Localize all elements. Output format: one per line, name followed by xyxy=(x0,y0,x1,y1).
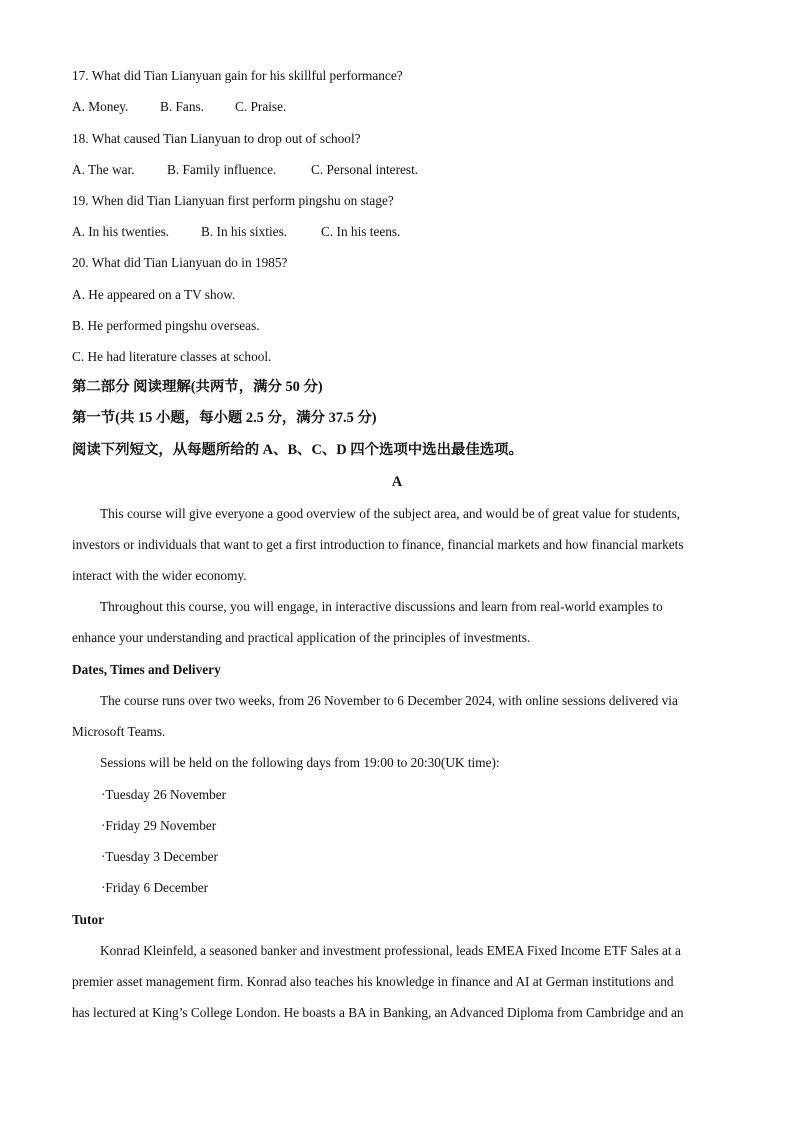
paragraph-3-line-2: Microsoft Teams. xyxy=(72,724,166,739)
session-item: ·Tuesday 26 November xyxy=(101,787,227,802)
paragraph-2-line-2: enhance your understanding and practical application of the principles of investments. xyxy=(72,630,531,645)
option-c: C. Praise. xyxy=(235,99,287,114)
question-18-options xyxy=(72,161,722,178)
passage-label: A xyxy=(391,474,403,490)
session-item: ·Tuesday 3 December xyxy=(101,849,218,864)
dates-heading: Dates, Times and Delivery xyxy=(72,662,221,677)
question-20-option-b: B. He performed pingshu overseas. xyxy=(72,318,260,333)
option-b: B. Family influence. xyxy=(167,162,277,177)
session-item: ·Friday 6 December xyxy=(101,880,209,895)
paragraph-4-line-1: Konrad Kleinfeld, a seasoned banker and investment professional, leads EMEA Fixed Income ETF Sales at a xyxy=(100,943,681,958)
option-c: C. In his teens. xyxy=(321,224,401,239)
option-a: A. The war. xyxy=(72,162,135,177)
question-17: 17. What did Tian Lianyuan gain for his skillful performance? xyxy=(72,68,403,83)
question-18: 18. What caused Tian Lianyuan to drop out of school? xyxy=(72,131,361,146)
session-item: ·Friday 29 November xyxy=(101,818,217,833)
option-a: A. Money. xyxy=(72,99,129,114)
question-19: 19. When did Tian Lianyuan first perform pingshu on stage? xyxy=(72,193,394,208)
paragraph-4-line-2: premier asset management firm. Konrad also teaches his knowledge in finance and AI at German institutions and xyxy=(72,974,674,989)
section-one-heading: 第一节(共 15 小题，每小题 2.5 分，满分 37.5 分) xyxy=(72,410,377,426)
paragraph-4-line-3: has lectured at King’s College London. He boasts a BA in Banking, an Advanced Diploma from Cambridge and an xyxy=(72,1005,684,1020)
paragraph-1-line-2: investors or individuals that want to get a first introduction to finance, financial markets and how financial markets xyxy=(72,537,684,552)
option-b: B. Fans. xyxy=(160,99,204,114)
question-20: 20. What did Tian Lianyuan do in 1985? xyxy=(72,255,288,270)
instructions: 阅读下列短文，从每题所给的 A、B、C、D 四个选项中选出最佳选项。 xyxy=(72,442,523,458)
question-20-option-c: C. He had literature classes at school. xyxy=(72,349,272,364)
paragraph-1-line-1: This course will give everyone a good overview of the subject area, and would be of great value for students, xyxy=(100,506,681,521)
option-c: C. Personal interest. xyxy=(311,162,419,177)
question-20-option-a: A. He appeared on a TV show. xyxy=(72,287,236,302)
paragraph-2-line-1: Throughout this course, you will engage, in interactive discussions and learn from real-world examples to xyxy=(100,599,663,614)
paragraph-1-line-3: interact with the wider economy. xyxy=(72,568,247,583)
question-19-options xyxy=(72,223,722,240)
paragraph-3-line-1: The course runs over two weeks, from 26 November to 6 December 2024, with online sessions delivered via xyxy=(100,693,678,708)
sessions-intro: Sessions will be held on the following days from 19:00 to 20:30(UK time): xyxy=(100,755,500,770)
question-17-options xyxy=(72,98,722,115)
tutor-heading: Tutor xyxy=(72,912,105,927)
option-a: A. In his twenties. xyxy=(72,224,170,239)
option-b: B. In his sixties. xyxy=(201,224,288,239)
part-two-heading: 第二部分 阅读理解(共两节，满分 50 分) xyxy=(72,379,323,395)
